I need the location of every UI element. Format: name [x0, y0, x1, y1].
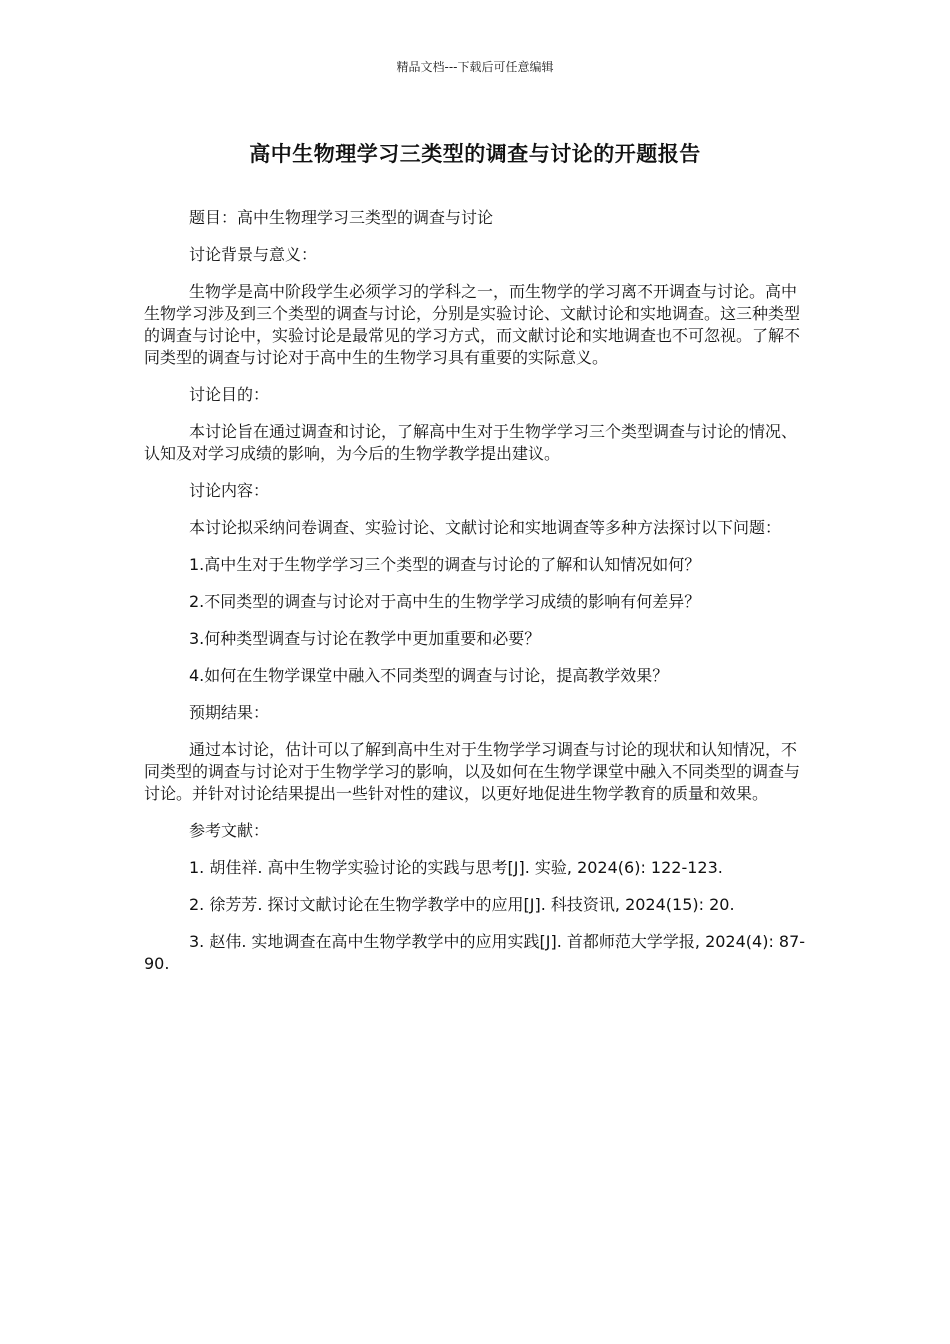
topic-line: 题目：高中生物理学习三类型的调查与讨论: [189, 208, 494, 227]
reference-item: 3. 赵伟. 实地调查在高中生物学教学中的应用实践[J]. 首都师范大学学报, 2024(4): 87-90.: [144, 932, 806, 973]
section-heading-background: 讨论背景与意义：: [189, 245, 318, 264]
section-heading-expected: 预期结果：: [189, 703, 270, 722]
question-item: 2.不同类型的调查与讨论对于高中生的生物学学习成绩的影响有何差异？: [189, 592, 701, 611]
purpose-paragraph: 本讨论旨在通过调查和讨论，了解高中生对于生物学学习三个类型调查与讨论的情况、认知及对学习成绩的影响，为今后的生物学教学提出建议。: [144, 422, 798, 463]
section-heading-purpose: 讨论目的：: [189, 385, 270, 404]
document-body: [144, 207, 812, 990]
header-note: 精品文档---下载后可任意编辑: [396, 60, 554, 74]
content-paragraph: 本讨论拟采纳问卷调查、实验讨论、文献讨论和实地调查等多种方法探讨以下问题：: [189, 518, 782, 537]
reference-item: 1. 胡佳祥. 高中生物学实验讨论的实践与思考[J]. 实验, 2024(6): 122-123.: [189, 858, 723, 877]
question-item: 3.何种类型调查与讨论在教学中更加重要和必要？: [189, 629, 541, 648]
question-item: 4.如何在生物学课堂中融入不同类型的调查与讨论，提高教学效果？: [189, 666, 669, 685]
expected-paragraph: 通过本讨论，估计可以了解到高中生对于生物学学习调查与讨论的现状和认知情况，不同类型的调查与讨论对于生物学学习的影响，以及如何在生物学课堂中融入不同类型的调查与讨论。并针对讨论结果提出一些针对性的建议，以更好地促进生物学教育的质量和效果。: [144, 740, 801, 803]
section-heading-references: 参考文献：: [189, 821, 270, 840]
question-item: 1.高中生对于生物学学习三个类型的调查与讨论的了解和认知情况如何？: [189, 555, 701, 574]
background-paragraph: 生物学是高中阶段学生必须学习的学科之一，而生物学的学习离不开调查与讨论。高中生物学习涉及到三个类型的调查与讨论，分别是实验讨论、文献讨论和实地调查。这三种类型的调查与讨论中，实验讨论是最常见的学习方式，而文献讨论和实地调查也不可忽视。了解不同类型的调查与讨论对于高中生的生物学习具有重要的实际意义。: [144, 282, 801, 367]
document-title: 高中生物理学习三类型的调查与讨论的开题报告: [249, 142, 701, 166]
section-heading-content: 讨论内容：: [189, 481, 270, 500]
reference-item: 2. 徐芳芳. 探讨文献讨论在生物学教学中的应用[J]. 科技资讯, 2024(15): 20.: [189, 895, 735, 914]
